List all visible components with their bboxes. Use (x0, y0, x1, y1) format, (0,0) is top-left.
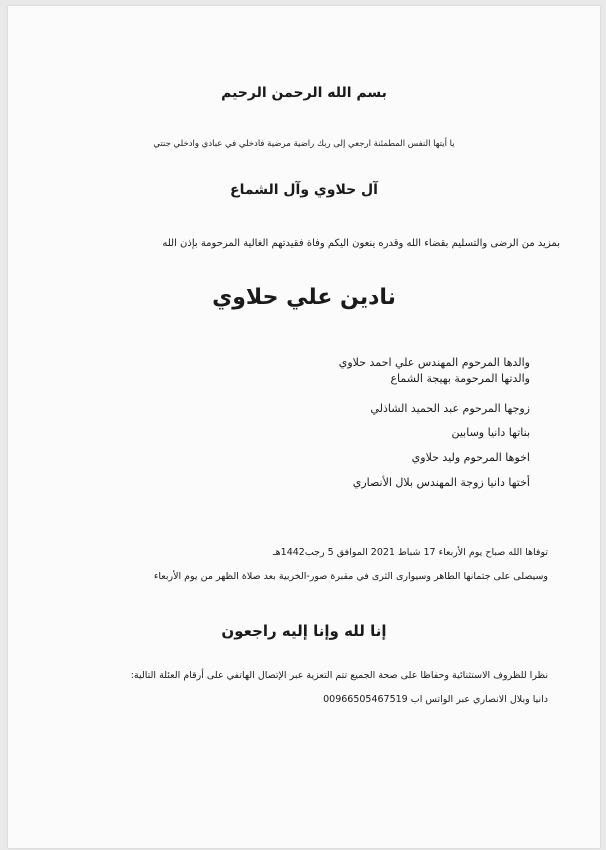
basmala-heading: بسم الله الرحمن الرحيم (221, 85, 387, 101)
relative-line: زوجها المرحوم عبد الحميد الشاذلي (370, 402, 530, 415)
closing-phrase: إنا لله وإنا إليه راجعون (221, 622, 387, 640)
quran-verse: يا أيتها النفس المطمئنة ارجعي إلى ربك راضية مرضية فادخلي في عبادي وادخلي جنتي (153, 139, 455, 149)
deceased-name: نادين علي حلاوي (212, 285, 396, 310)
intro-text: بمزيد من الرضى والتسليم بقضاء الله وقدره ينعون اليكم وفاة فقيدتهم الغالية المرحومة بإذن الله (162, 238, 560, 249)
relative-line: والدتها المرحومة بهيجة الشماع (390, 372, 530, 385)
relative-line: بناتها دانيا وسابين (451, 426, 530, 439)
document-page (8, 6, 600, 848)
condolence-notice: نظرا للظروف الاستثنائية وحفاظا على صحة الجميع تتم التعزية عبر الإتصال الهاتفي على أرقام العئلة التالية: (130, 670, 548, 681)
death-notice: توفاها الله صباح يوم الأربعاء 17 شباط 2021 الموافق 5 رجب1442هـ (272, 547, 548, 558)
relative-line: اخوها المرحوم وليد حلاوي (411, 451, 530, 464)
contact-line: دانيا وبلال الانصاري عبر الواتس اب 00966505467519 (323, 694, 548, 705)
families-heading: آل حلاوي وآل الشماع (230, 182, 378, 198)
funeral-notice: وسيصلى على جثمانها الطاهر وسيوارى الثرى في مقبرة صور-الخربية بعد صلاة الظهر من يوم الأربعاء (153, 571, 548, 582)
relative-line: أختها دانيا زوجة المهندس بلال الأنصاري (352, 476, 530, 489)
relative-line: والدها المرحوم المهندس علي احمد حلاوي (338, 356, 530, 369)
